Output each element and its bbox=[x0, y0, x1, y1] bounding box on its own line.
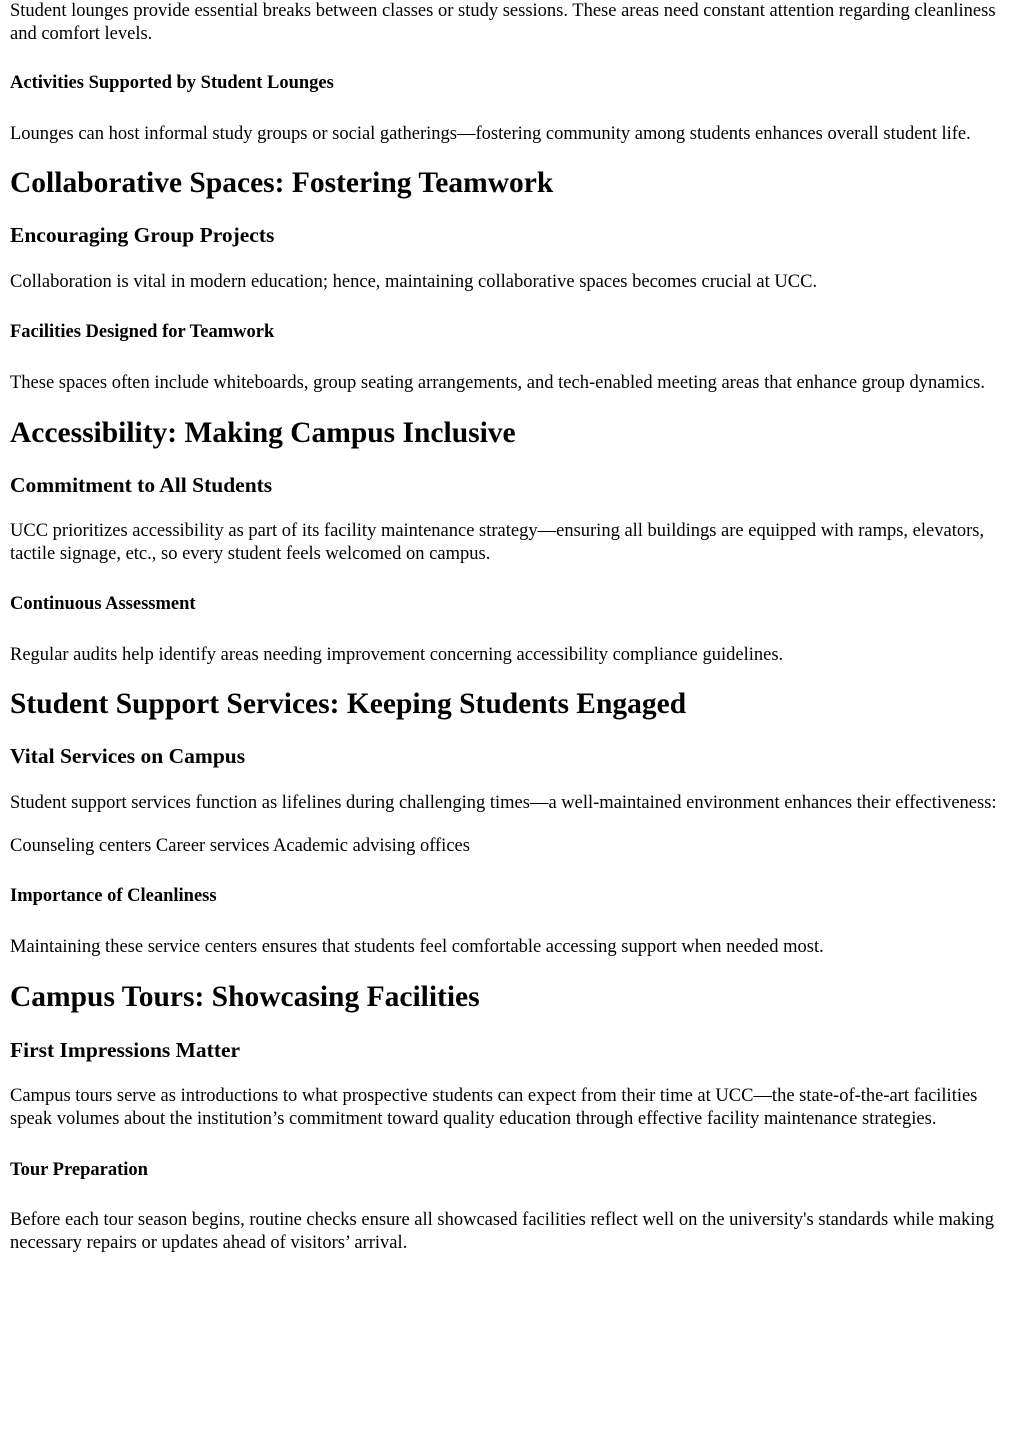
accessibility-heading: Accessibility: Making Campus Inclusive bbox=[10, 417, 516, 449]
first-impressions-paragraph: Campus tours serve as introductions to what prospective students can expect from their time at UCC—the state-of-the-art facilities speak volumes about the institution’s commitment toward quality education through effective facility maintenance strategies. bbox=[10, 1086, 978, 1129]
vital-services-paragraph: Student support services function as lifelines during challenging times—a well-maintained environment enhances their effectiveness: bbox=[10, 793, 997, 813]
tour-preparation-paragraph: Before each tour season begins, routine checks ensure all showcased facilities reflect well on the university's standards while making necessary repairs or updates ahead of visitors’ arrival. bbox=[10, 1210, 995, 1253]
campus-tours-heading: Campus Tours: Showcasing Facilities bbox=[10, 981, 480, 1013]
group-projects-paragraph: Collaboration is vital in modern education; hence, maintaining collaborative spaces becomes crucial at UCC. bbox=[10, 272, 818, 292]
lounge-activities-paragraph: Lounges can host informal study groups or social gatherings—fostering community among students enhances overall student life. bbox=[10, 124, 971, 144]
tour-preparation-heading: Tour Preparation bbox=[10, 1160, 148, 1180]
teamwork-facilities-heading: Facilities Designed for Teamwork bbox=[10, 322, 275, 342]
lounge-activities-heading: Activities Supported by Student Lounges bbox=[10, 73, 334, 93]
all-students-heading: Commitment to All Students bbox=[10, 473, 273, 497]
teamwork-facilities-paragraph: These spaces often include whiteboards, group seating arrangements, and tech-enabled meeting areas that enhance group dynamics. bbox=[10, 373, 985, 393]
student-support-heading: Student Support Services: Keeping Students Engaged bbox=[10, 688, 687, 720]
continuous-assessment-paragraph: Regular audits help identify areas needing improvement concerning accessibility compliance guidelines. bbox=[10, 645, 784, 665]
services-list: Counseling centers Career services Academic advising offices bbox=[10, 836, 470, 856]
cleanliness-paragraph: Maintaining these service centers ensures that students feel comfortable accessing support when needed most. bbox=[10, 937, 824, 957]
continuous-assessment-heading: Continuous Assessment bbox=[10, 594, 196, 614]
collaborative-spaces-heading: Collaborative Spaces: Fostering Teamwork bbox=[10, 167, 554, 199]
all-students-paragraph: UCC prioritizes accessibility as part of its facility maintenance strategy—ensuring all buildings are equipped with ramps, elevators, tactile signage, etc., so every student feels welcomed on campus. bbox=[10, 521, 985, 564]
cleanliness-heading: Importance of Cleanliness bbox=[10, 886, 217, 906]
vital-services-heading: Vital Services on Campus bbox=[10, 744, 246, 768]
first-impressions-heading: First Impressions Matter bbox=[10, 1038, 241, 1062]
group-projects-heading: Encouraging Group Projects bbox=[10, 223, 275, 247]
lounge-intro-paragraph: Student lounges provide essential breaks between classes or study sessions. These areas need constant attention regarding cleanliness and comfort levels. bbox=[10, 1, 996, 44]
